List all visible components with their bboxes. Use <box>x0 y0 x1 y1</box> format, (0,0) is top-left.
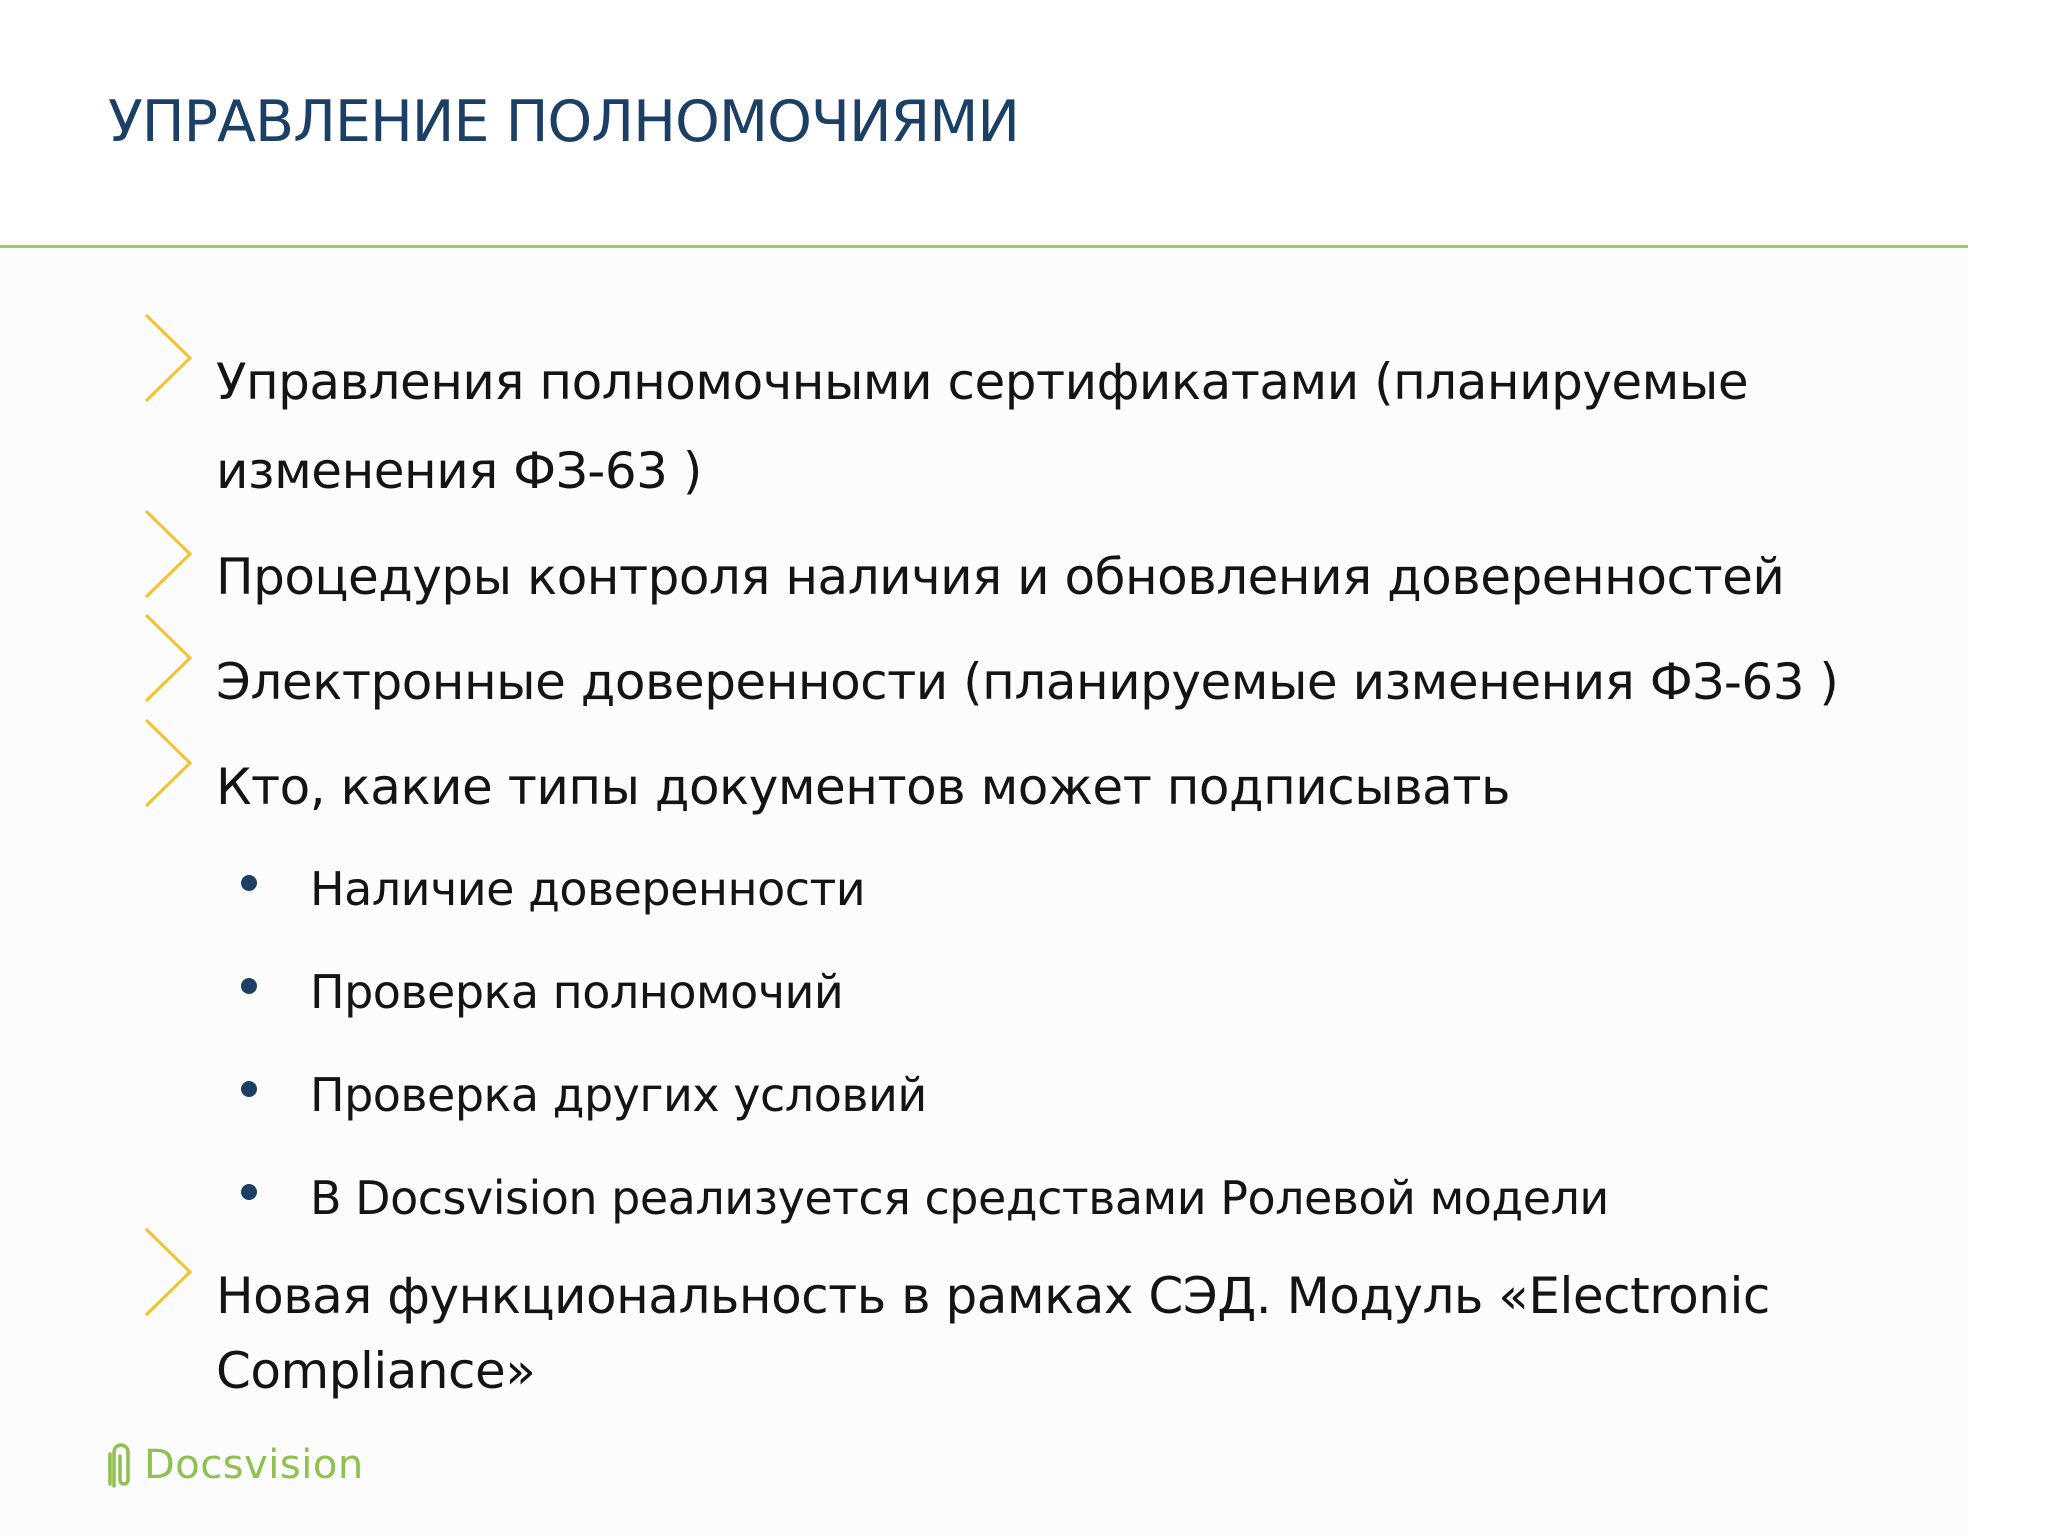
bullet-item-4: Кто, какие типы документов может подписывать <box>216 758 1510 816</box>
sub-item-4: В Docsvision реализуется средствами Ролевой модели <box>310 1171 1609 1225</box>
dot-bullet-icon <box>241 1081 257 1097</box>
bullet-item-5-line-1: Новая функциональность в рамках СЭД. Модуль «Electronic <box>216 1267 1770 1325</box>
chevron-bullet-icon <box>143 1226 195 1318</box>
sub-item-3: Проверка других условий <box>310 1068 927 1122</box>
paperclip-icon <box>106 1442 134 1488</box>
dot-bullet-icon <box>241 875 257 891</box>
bullet-item-1-line-1: Управления полномочными сертификатами (планируемые <box>216 353 1749 411</box>
bullet-item-5-line-2: Compliance» <box>216 1342 536 1400</box>
chevron-bullet-icon <box>143 717 195 809</box>
sub-item-1: Наличие доверенности <box>310 862 866 916</box>
bullet-item-3: Электронные доверенности (планируемые изменения ФЗ-63 ) <box>216 653 1839 711</box>
docsvision-logo <box>106 1440 364 1490</box>
sub-item-2: Проверка полномочий <box>310 965 844 1019</box>
title-divider <box>0 245 1968 248</box>
logo-text: Docsvision <box>144 1442 364 1488</box>
chevron-bullet-icon <box>143 508 195 600</box>
slide-title: УПРАВЛЕНИЕ ПОЛНОМОЧИЯМИ <box>108 89 1020 155</box>
chevron-bullet-icon <box>143 612 195 704</box>
bullet-item-1-line-2: изменения ФЗ-63 ) <box>216 442 702 500</box>
chevron-bullet-icon <box>143 312 195 404</box>
dot-bullet-icon <box>241 1184 257 1200</box>
bullet-item-2: Процедуры контроля наличия и обновления доверенностей <box>216 548 1785 606</box>
dot-bullet-icon <box>241 978 257 994</box>
